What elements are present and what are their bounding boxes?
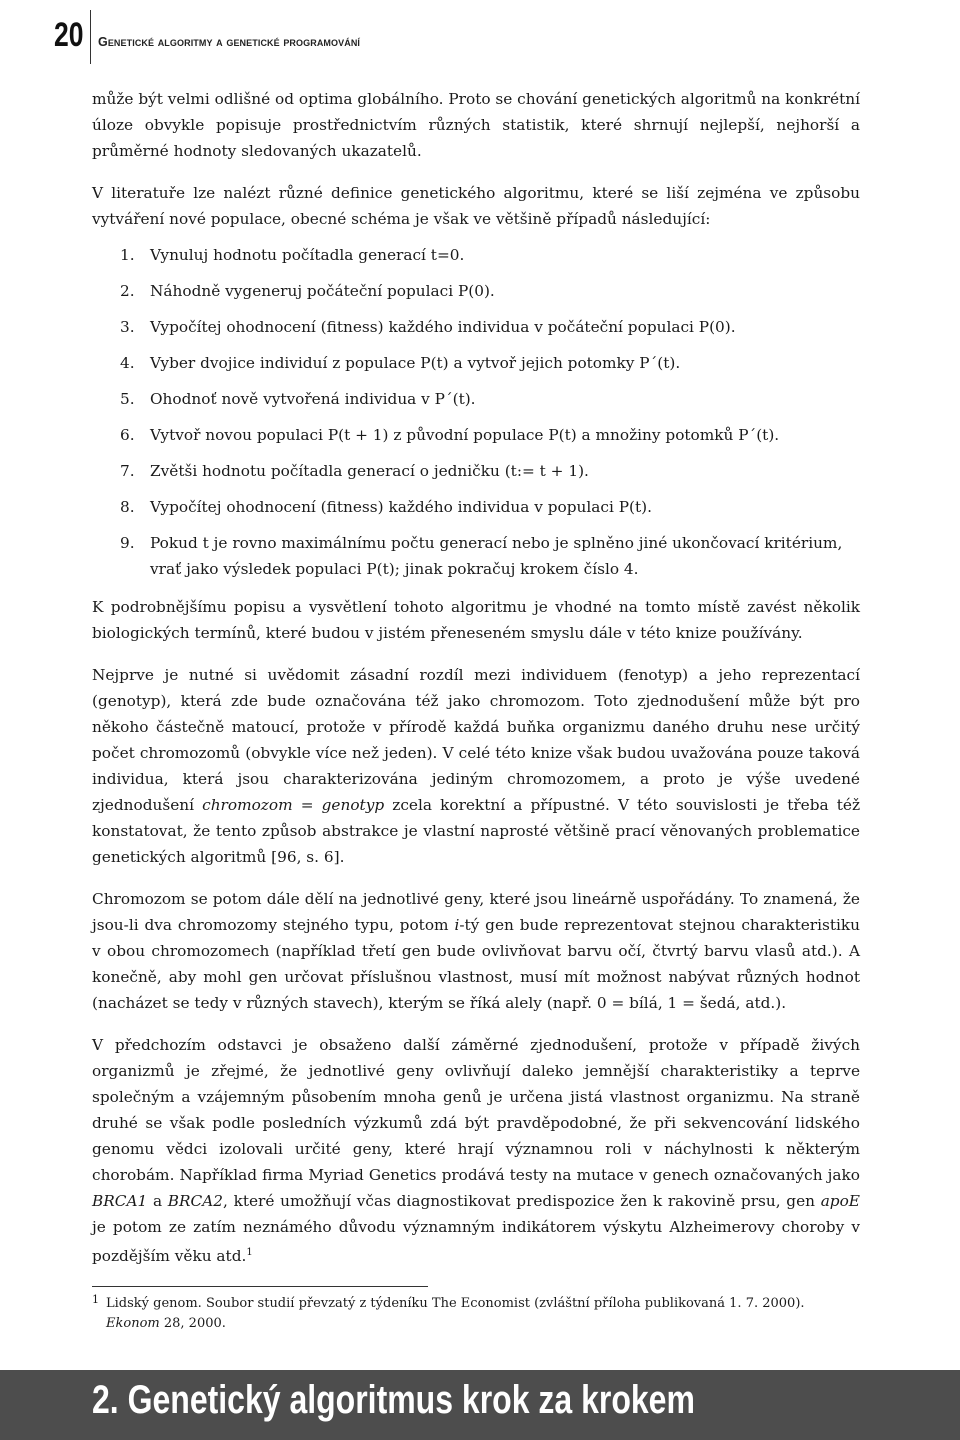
list-item [92, 458, 860, 484]
italic-term: chromozom = genotyp [202, 796, 385, 814]
list-item [92, 422, 860, 448]
paragraph-terms: K podrobnějšímu popisu a vysvětlení tohoto algoritmu je vhodné na tomto místě zavést několik biologických termínů, které budou v jistém přeneseném smyslu dále v této knize používány. [92, 598, 860, 642]
step-number: 8. [120, 498, 135, 516]
next-chapter-banner [0, 1370, 960, 1440]
footnote-mark: 1 [92, 1293, 99, 1306]
step-text: Zvětši hodnotu počítadla generací o jedničku (t:= t + 1). [150, 462, 589, 480]
step-text: Ohodnoť nově vytvořená individua v P´(t). [150, 390, 476, 408]
text-run: Chromozom se potom dále dělí na jednotlivé geny, které jsou lineárně uspořádány. To znamená, že jsou-li dva chromozomy stejného typu, potom [92, 890, 860, 934]
step-text: Pokud t je rovno maximálnímu počtu generací nebo je splněno jiné ukončovací kritérium, vrať jako výsledek populaci P(t); jinak pokračuj krokem číslo 4. [150, 534, 843, 578]
next-chapter-title: 2. Genetický algoritmus krok za krokem [92, 1378, 695, 1422]
step-text: Vypočítej ohodnocení (fitness) každého individua v počáteční populaci P(0). [150, 318, 736, 336]
step-text: Náhodně vygeneruj počáteční populaci P(0). [150, 282, 495, 300]
page-number: 20 [54, 16, 84, 54]
step-text: Vyber dvojice individuí z populace P(t) a vytvoř jejich potomky P´(t). [150, 354, 681, 372]
step-number: 6. [120, 426, 135, 444]
paragraph-genes [92, 886, 860, 1016]
paragraph-genotype [92, 662, 860, 870]
step-number: 3. [120, 318, 135, 336]
italic-term: BRCA2 [167, 1192, 224, 1210]
step-text: Vynuluj hodnotu počítadla generací t=0. [150, 246, 465, 264]
step-number: 4. [120, 354, 135, 372]
step-text: Vytvoř novou populaci P(t + 1) z původní populace P(t) a množiny potomků P´(t). [150, 426, 780, 444]
text-run: 28, 2000. [159, 1316, 226, 1331]
text-run: V předchozím odstavci je obsaženo další záměrné zjednodušení, protože v případě živých organizmů je zřejmé, že jednotlivé geny ovlivňují daleko jemnější charakteristiky a teprve společným a vzájemným působením mnoha genů je určena jistá vlastnost organizmu. Na straně druhé se však podle posledních výzkumů zdá být pravděpodobné, že při sekvencování lidského genomu vědci izolovali určité geny, které hrají významnou roli v náchylnosti k některým chorobám. Například firma Myriad Genetics prodává testy na mutace v genech označovaných jako [92, 1036, 860, 1184]
text-run: a [147, 1192, 168, 1210]
step-number: 5. [120, 390, 135, 408]
step-number: 7. [120, 462, 135, 480]
paragraph-definition: V literatuře lze nalézt různé definice genetického algoritmu, které se liší zejména ve způsobu vytváření nové populace, obecné schéma je však ve většině případů následující: [92, 184, 860, 228]
list-item [92, 242, 860, 268]
italic-term: i [454, 916, 460, 934]
header-divider [90, 10, 91, 64]
footnote-reference[interactable]: 1 [246, 1247, 253, 1258]
footnote-divider [92, 1286, 428, 1287]
paragraph-intro: může být velmi odlišné od optima globálního. Proto se chování genetických algoritmů na konkrétní úloze obvykle popisuje prostřednictvím různých statistik, které shrnují nejlepší, nejhorší a průměrné hodnoty sledovaných ukazatelů. [92, 90, 860, 160]
running-head: Genetické algoritmy a genetické programování [98, 35, 361, 49]
algorithm-steps [92, 242, 860, 582]
footnote-text [106, 1294, 860, 1334]
italic-term: apoE [820, 1192, 860, 1210]
step-number: 1. [120, 246, 135, 264]
list-item [92, 530, 860, 582]
list-item [92, 494, 860, 520]
list-item [92, 314, 860, 340]
step-number: 2. [120, 282, 135, 300]
list-item [92, 350, 860, 376]
page-body [92, 86, 860, 1285]
text-run: , které umožňují včas diagnostikovat predispozice žen k rakovině prsu, gen [223, 1192, 821, 1210]
italic-term: Ekonom [106, 1316, 160, 1331]
italic-term: BRCA1 [92, 1192, 148, 1210]
list-item [92, 386, 860, 412]
text-run: je potom ze zatím neznámého důvodu významným indikátorem výskytu Alzheimerovy choroby v pozdějším věku atd. [92, 1218, 860, 1266]
step-text: Vypočítej ohodnocení (fitness) každého individua v populaci P(t). [150, 498, 652, 516]
list-item [92, 278, 860, 304]
text-run: -tý gen bude reprezentovat stejnou charakteristiku v obou chromozomech (například třetí gen bude ovlivňovat barvu očí, čtvrtý barvu vlasů atd.). A konečně, aby mohl gen určovat příslušnou vlastnost, musí mít možnost nabývat různých hodnot (nacházet se tedy v různých stavech), kterým se říká alely (např. 0 = bílá, 1 = šedá, atd.). [92, 916, 860, 1012]
text-run: zcela korektní a přípustné. V této souvislosti je třeba též konstatovat, že tento způsob abstrakce je vlastní naprosté většině prací věnovaných problematice genetických algoritmů [96, s. 6]. [92, 796, 860, 866]
text-run: Nejprve je nutné si uvědomit zásadní rozdíl mezi individuem (fenotyp) a jeho reprezentací (genotyp), která zde bude označována též jako chromozom. Toto zjednodušení může být pro někoho částečně matoucí, protože v přírodě každá buňka organizmu daného druhu nese určitý počet chromozomů (obvykle více než jeden). V celé této knize však budou uvažována pouze taková individua, která jsou charakterizována jediným chromozomem, a proto je výše uvedené zjednodušení [92, 666, 860, 814]
footnote [92, 1294, 860, 1334]
text-run: Lidský genom. Soubor studií převzatý z týdeníku The Economist (zvláštní příloha publikovaná 1. 7. 2000). [106, 1296, 805, 1311]
step-number: 9. [120, 534, 135, 552]
paragraph-simplification [92, 1032, 860, 1269]
